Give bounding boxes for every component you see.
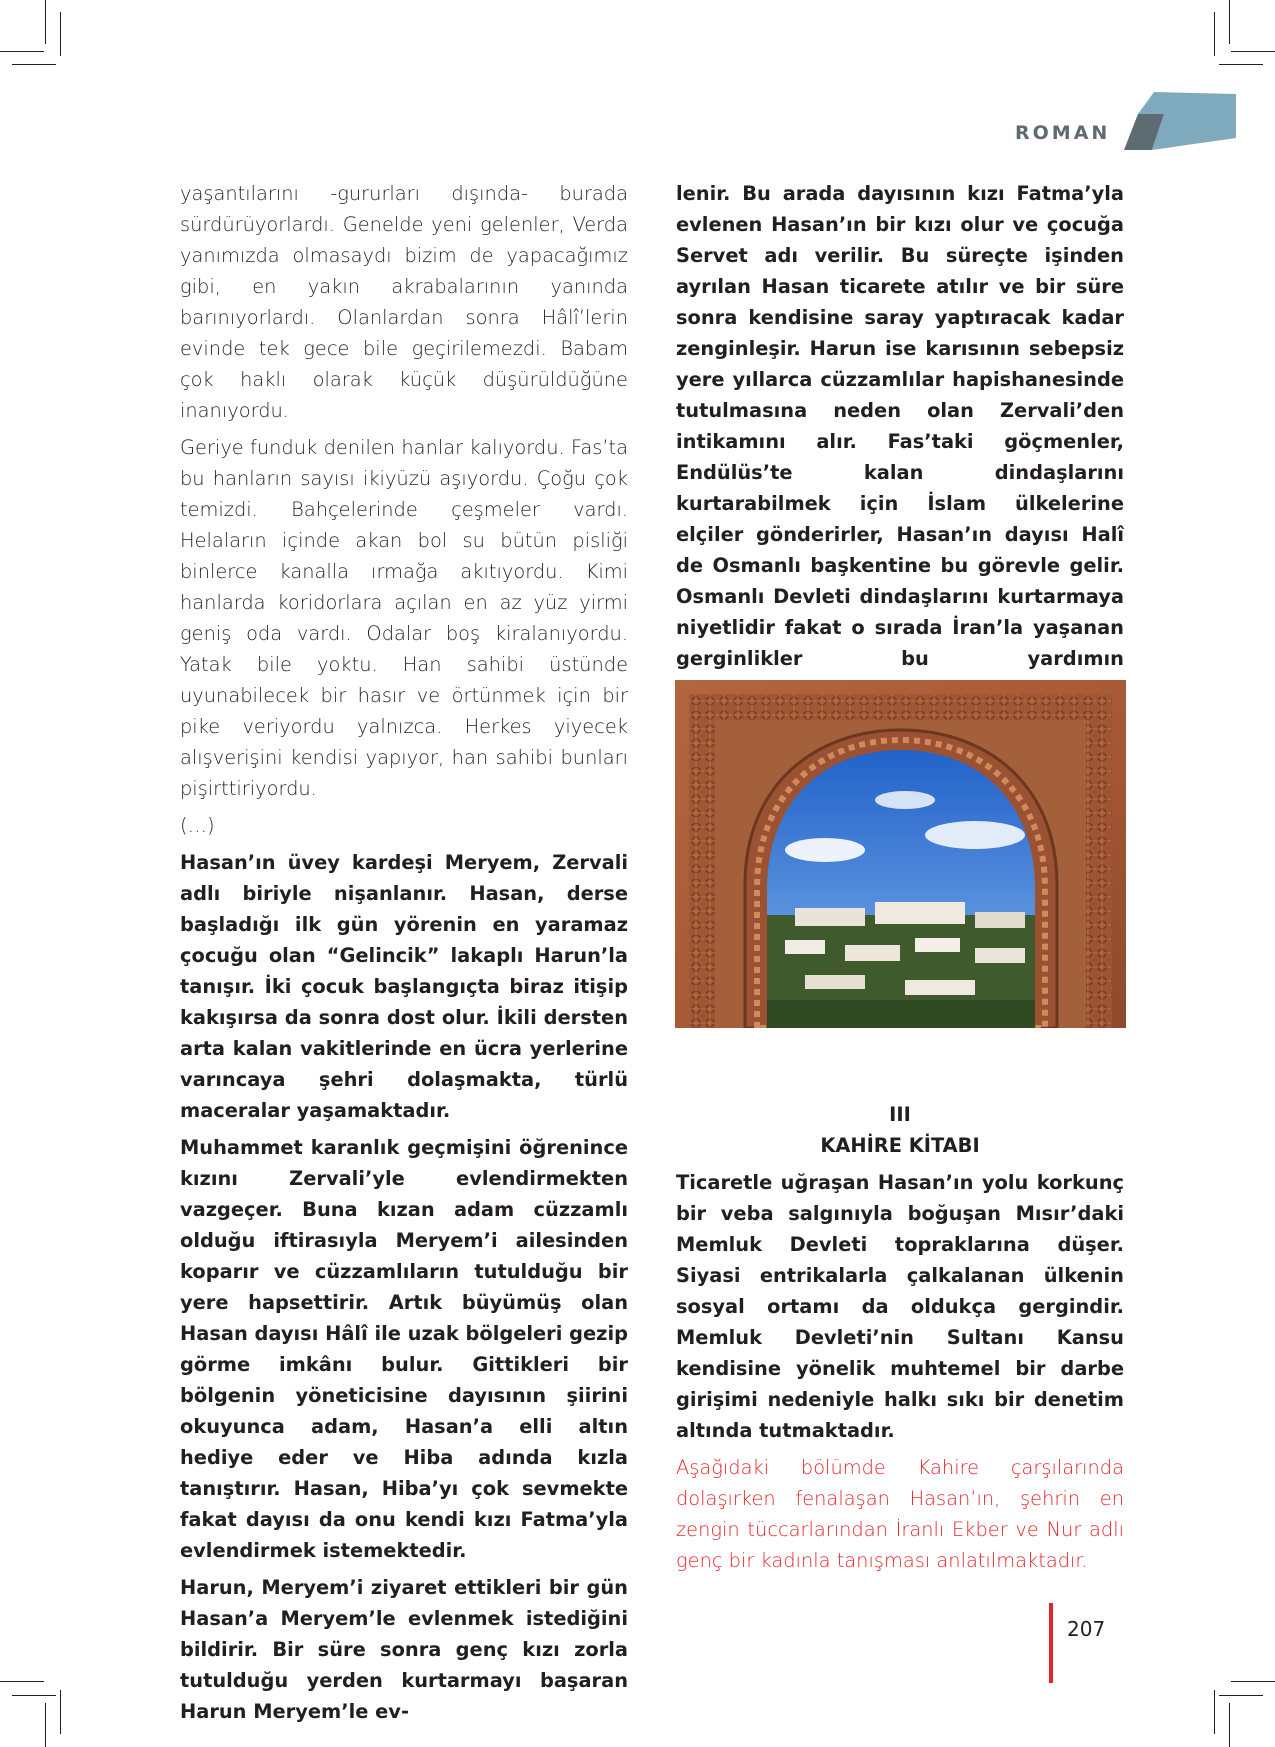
right-column — [676, 178, 1124, 711]
right-column-bottom — [676, 1167, 1124, 1582]
page-number: 207 — [1067, 1617, 1106, 1641]
crop-mark — [45, 0, 46, 44]
left-column — [180, 178, 628, 1733]
crop-mark — [1214, 1690, 1215, 1734]
crop-mark — [1229, 0, 1230, 44]
crop-mark — [1219, 1695, 1263, 1696]
body-paragraph: yaşantılarını -gururları dışında- burada sürdürüyorlardı. Genelde yeni gelenler, Verda yanımızda olmasaydı bizim de yapacağımız gibi, en yakın akrabalarının yanında barınıyorlardı. Olanlardan sonra Hâlî’lerin evinde tek gece bile geçirilemezdi. Babam çok haklı olarak küçük düşürüldüğüne inanıyordu. — [180, 182, 628, 422]
crop-mark — [60, 1690, 61, 1734]
page-number-rule — [1049, 1603, 1053, 1683]
summary-paragraph: Ticaretle uğraşan Hasan’ın yolu korkunç bir veba salgınıyla boğuşan Mısır’daki Memluk Devleti topraklarına düşer. Siyasi entrikalarla çalkalanan ülkenin sosyal ortamı da oldukça gergindir. Memluk Devleti’nin Sultanı Kansu kendisine yönelik muhtemel bir darbe girişimi nedeniyle halkı sıkı bir denetim altında tutmaktadır. — [676, 1171, 1124, 1442]
body-paragraph: Geriye funduk denilen hanlar kalıyordu. Fas’ta bu hanların sayısı ikiyüzü aşıyordu. Çoğu çok temizdi. Bahçelerinde çeşmeler vardı. Helaların içinde akan bol su bütün pisliği binlerce kanalla ırmağa akıtıyordu. Kimi hanlarda koridorlara açılan en az yüz yirmi geniş oda vardı. Odalar boş kiralanıyordu. Yatak bile yoktu. Han sahibi üstünde uyunabilecek bir hasır ve örtünmek için bir pike veriyordu yalnızca. Herkes yiyecek alışverişini kendisi yapıyor, han sahibi bunları pişirttiriyordu. — [180, 436, 628, 800]
intro-note-paragraph: Aşağıdaki bölümde Kahire çarşılarında dolaşırken fenalaşan Hasan’ın, şehrin en zengin tüccarlarından İranlı Ekber ve Nur adlı genç bir kadınla tanışması anlatılmaktadır. — [676, 1456, 1124, 1572]
crop-mark — [60, 12, 61, 56]
crop-mark — [1229, 1703, 1230, 1747]
crop-mark — [0, 51, 44, 52]
summary-paragraph: lenir. Bu arada dayısının kızı Fatma’yla evlenen Hasan’ın bir kızı olur ve çocuğa Servet adı verilir. Bu süreçte işinden ayrılan Hasan ticarete atılır ve bir süre sonra kendisine saray yaptıracak kadar zenginleşir. Harun ise karısının sebepsiz yere yıllarca cüzzamlılar hapishanesinde tutulmasına neden olan Zervali’den intikamını alır. Fas’taki göçmenler, Endülüs’te kalan dindaşlarını kurtarabilmek için İslam ülkelerine elçiler gönderirler, Hasan’ın dayısı Halî de Osmanlı başkentine bu görevle gelir. Osmanlı Devleti dindaşlarını kurtarmaya niyetlidir fakat o sırada İran’la yaşanan gerginlikler bu yardımın — [676, 182, 1124, 670]
summary-paragraph: Hasan’ın üvey kardeşi Meryem, Zervali adlı biriyle nişanlanır. Hasan, derse başladığı ilk gün yörenin en yaramaz çocuğu olan “Gelincik” lakaplı Harun’la tanışır. İki çocuk başlangıçta biraz itişip kakışırsa da sonra dost olur. İkili dersten arta kalan vakitlerinde en ücra yerlerine varıncaya şehri dolaşmakta, türlü maceralar yaşamaktadır. — [180, 851, 628, 1122]
crop-mark — [1231, 51, 1275, 52]
crop-mark — [12, 1695, 56, 1696]
chapter-number: III — [889, 1103, 911, 1126]
crop-mark — [1231, 1681, 1275, 1682]
header-banner-shape — [1124, 92, 1236, 150]
crop-mark — [1214, 12, 1215, 56]
crop-mark — [45, 1703, 46, 1747]
crop-mark — [1219, 64, 1263, 65]
summary-paragraph: Harun, Meryem’i ziyaret ettikleri bir gün Hasan’a Meryem’le evlenmek istediğini bildirir. Bir süre sonra genç kızı zorla tutulduğu yerden kurtarmayı başaran Harun Meryem’le ev- — [180, 1576, 628, 1723]
crop-mark — [12, 64, 56, 65]
crop-mark — [0, 1681, 44, 1682]
alhambra-arch-photo — [675, 680, 1126, 1028]
summary-paragraph: Muhammet karanlık geçmişini öğrenince kızını Zervali’yle evlendirmekten vazgeçer. Buna kızan adam cüzzamlı olduğu iftirasıyla Meryem’i ailesinden koparır ve cüzzamlıların tutulduğu bir yere hapsettirir. Artık büyümüş olan Hasan dayısı Hâlî ile uzak bölgeleri gezip görme imkânı bulur. Gittikleri bir bölgenin yöneticisine dayısının şiirini okuyunca adam, Hasan’a elli altın hediye eder ve Hiba adında kızla tanıştırır. Hasan, Hiba’yı çok sevmekte fakat dayısı da onu kendi kızı Fatma’yla evlendirmek istemektedir. — [180, 1136, 628, 1562]
section-label: ROMAN — [1015, 122, 1111, 144]
chapter-title: KAHİRE KİTABI — [820, 1134, 980, 1157]
ellipsis-marker: (…) — [180, 814, 215, 837]
